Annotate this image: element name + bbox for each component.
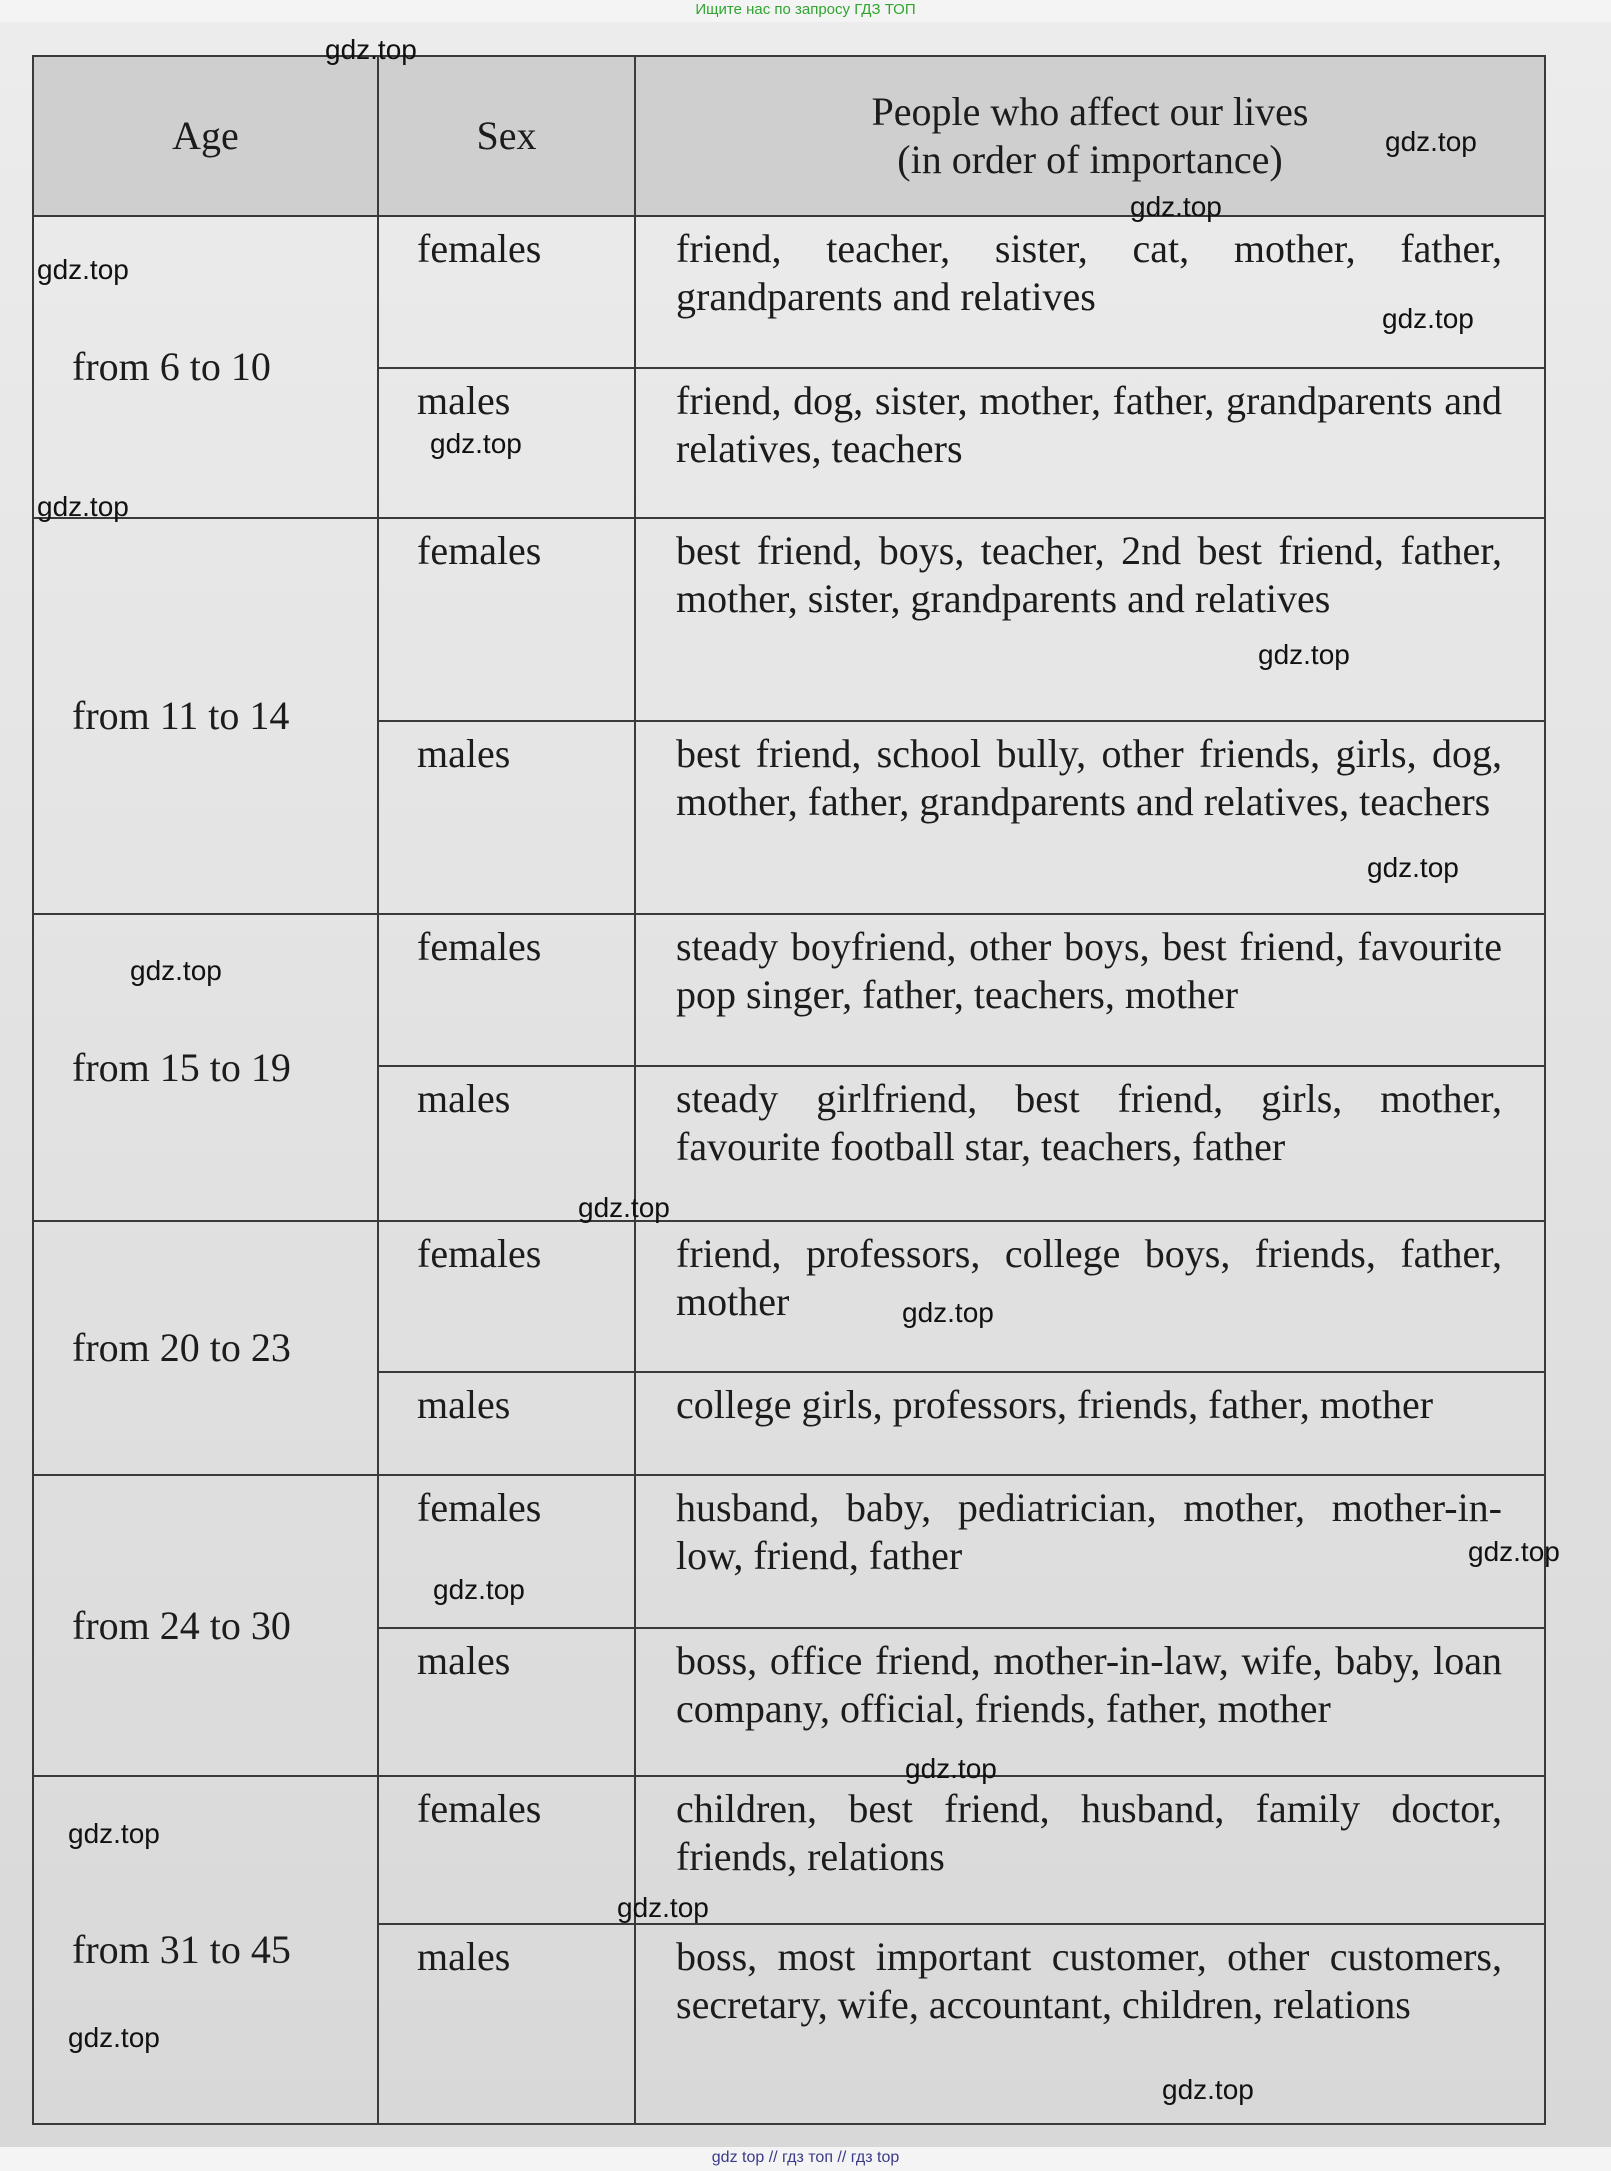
people-cell: college girls, professors, friends, father, mother — [635, 1372, 1545, 1475]
watermark: gdz.top — [905, 1753, 997, 1784]
header-row — [33, 56, 1545, 216]
watermark: gdz.top — [1385, 126, 1477, 157]
people-cell: best friend, school bully, other friends, girls, dog, mother, father, grandparents and relatives, teachers — [635, 721, 1545, 914]
sex-cell: males — [378, 1372, 635, 1475]
watermark: gdz.top — [1162, 2074, 1254, 2105]
age-cell: from 11 to 14 — [33, 518, 378, 914]
watermark: gdz.top — [37, 491, 129, 522]
people-cell: friend, professors, college boys, friends, father, mother — [635, 1221, 1545, 1372]
people-cell: husband, baby, pediatrician, mother, mother-in-low, friend, father — [635, 1475, 1545, 1628]
sex-cell: females — [378, 216, 635, 368]
table-row — [33, 914, 1545, 1066]
people-cell: friend, dog, sister, mother, father, grandparents and relatives, teachers — [635, 368, 1545, 518]
sex-cell: females — [378, 518, 635, 721]
people-cell: boss, office friend, mother-in-law, wife, baby, loan company, official, friends, father, mother — [635, 1628, 1545, 1776]
watermark: gdz.top — [433, 1574, 525, 1605]
watermark: gdz.top — [902, 1297, 994, 1328]
people-cell: best friend, boys, teacher, 2nd best friend, father, mother, sister, grandparents and relatives — [635, 518, 1545, 721]
watermark: gdz.top — [1367, 852, 1459, 883]
top-banner: Ищите нас по запросу ГДЗ ТОП — [695, 1, 916, 18]
watermark: gdz.top — [325, 34, 417, 65]
sex-cell: males — [378, 1628, 635, 1776]
watermark: gdz.top — [617, 1892, 709, 1923]
age-cell: from 6 to 10 — [33, 216, 378, 518]
people-cell: children, best friend, husband, family doctor, friends, relations — [635, 1776, 1545, 1924]
watermark: gdz.top — [578, 1192, 670, 1223]
age-cell: from 31 to 45 — [33, 1776, 378, 2124]
age-cell: from 24 to 30 — [33, 1475, 378, 1776]
bottom-banner: gdz top // гдз топ // гдз top — [711, 2149, 900, 2166]
age-cell: from 15 to 19 — [33, 914, 378, 1221]
sex-cell: males — [378, 1924, 635, 2124]
people-cell: friend, teacher, sister, cat, mother, father, grandparents and relatives — [635, 216, 1545, 368]
sex-cell: females — [378, 914, 635, 1066]
watermark: gdz.top — [1382, 303, 1474, 334]
table-row — [33, 216, 1545, 368]
sex-cell: females — [378, 1475, 635, 1628]
header-people-line2: (in order of importance) — [897, 137, 1283, 182]
sex-cell: males — [378, 368, 635, 518]
people-cell: boss, most important customer, other customers, secretary, wife, accountant, children, relations — [635, 1924, 1545, 2124]
table-row — [33, 1776, 1545, 1924]
table-row — [33, 1221, 1545, 1372]
sex-cell: males — [378, 1066, 635, 1221]
sex-cell: females — [378, 1776, 635, 1924]
watermark: gdz.top — [1468, 1536, 1560, 1567]
header-age: Age — [33, 56, 378, 216]
age-cell: from 20 to 23 — [33, 1221, 378, 1475]
watermark: gdz.top — [430, 428, 522, 459]
watermark: gdz.top — [1130, 191, 1222, 222]
sex-cell: females — [378, 1221, 635, 1372]
people-table — [32, 55, 1546, 2125]
header-people-line1: People who affect our lives — [871, 89, 1309, 134]
watermark: gdz.top — [68, 1818, 160, 1849]
watermark: gdz.top — [130, 955, 222, 986]
watermark: gdz.top — [1258, 639, 1350, 670]
people-cell: steady boyfriend, other boys, best friend, favourite pop singer, father, teachers, mother — [635, 914, 1545, 1066]
watermark: gdz.top — [37, 254, 129, 285]
sex-cell: males — [378, 721, 635, 914]
watermark: gdz.top — [68, 2022, 160, 2053]
table-row — [33, 518, 1545, 721]
table-row — [33, 1475, 1545, 1628]
people-cell: steady girlfriend, best friend, girls, mother, favourite football star, teachers, father — [635, 1066, 1545, 1221]
header-sex: Sex — [378, 56, 635, 216]
